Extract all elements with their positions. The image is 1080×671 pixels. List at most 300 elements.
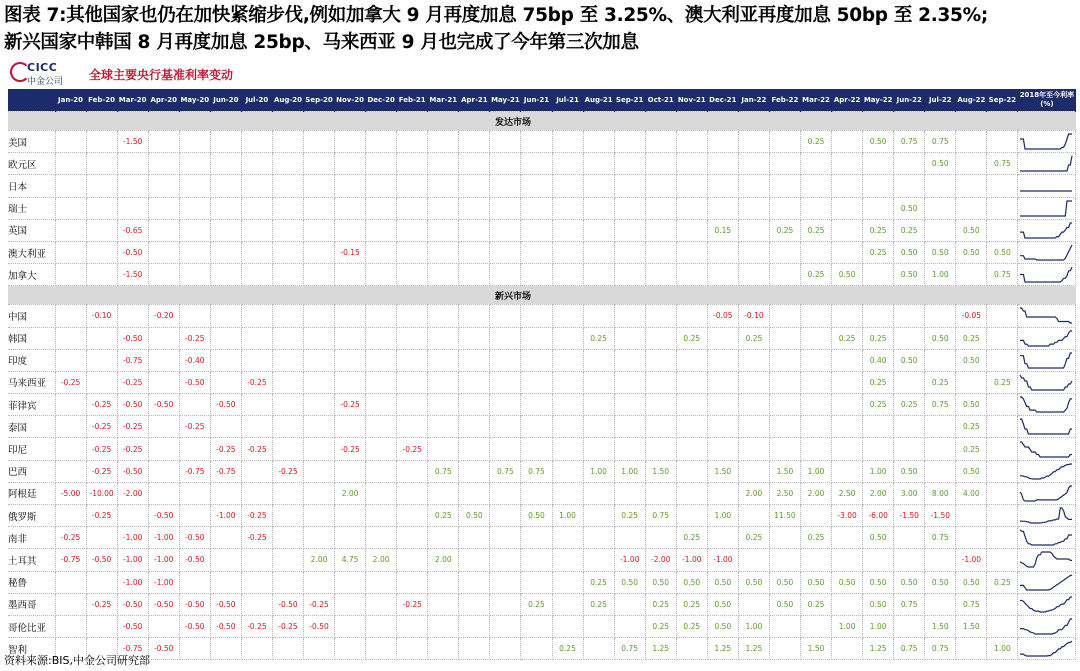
header-month: Jul-22 (925, 89, 956, 112)
rate-change-cell: -0.25 (304, 593, 335, 615)
empty-cell (614, 349, 645, 371)
empty-cell (521, 219, 552, 241)
empty-cell (179, 264, 210, 286)
empty-cell (366, 416, 397, 438)
empty-cell (210, 416, 241, 438)
rate-change-cell: 2.00 (366, 549, 397, 571)
empty-cell (832, 416, 863, 438)
empty-cell (428, 131, 459, 153)
empty-cell (86, 571, 117, 593)
empty-cell (335, 505, 366, 527)
empty-cell (304, 241, 335, 263)
table-row (8, 349, 1076, 371)
empty-cell (366, 305, 397, 327)
empty-cell (241, 460, 272, 482)
empty-cell (583, 175, 614, 197)
sparkline-cell (1018, 349, 1076, 371)
table-row (8, 153, 1076, 175)
empty-cell (335, 305, 366, 327)
empty-cell (366, 394, 397, 416)
rate-sparkline (1018, 595, 1074, 614)
rate-change-cell: 1.00 (583, 460, 614, 482)
empty-cell (801, 394, 832, 416)
empty-cell (925, 460, 956, 482)
rate-change-cell: -0.50 (148, 394, 179, 416)
empty-cell (521, 527, 552, 549)
empty-cell (86, 175, 117, 197)
empty-cell (210, 175, 241, 197)
empty-cell (428, 264, 459, 286)
empty-cell (241, 197, 272, 219)
empty-cell (738, 505, 769, 527)
empty-cell (272, 571, 303, 593)
header-month: Mar-22 (801, 89, 832, 112)
rate-change-cell: 0.25 (428, 505, 459, 527)
empty-cell (645, 264, 676, 286)
empty-cell (552, 482, 583, 504)
empty-cell (707, 264, 738, 286)
empty-cell (738, 349, 769, 371)
empty-cell (179, 394, 210, 416)
rate-change-cell: 0.50 (894, 349, 925, 371)
empty-cell (272, 349, 303, 371)
empty-cell (645, 482, 676, 504)
rate-change-cell: 1.50 (769, 460, 800, 482)
empty-cell (55, 615, 86, 637)
empty-cell (366, 264, 397, 286)
empty-cell (366, 131, 397, 153)
empty-cell (956, 505, 987, 527)
rate-change-cell: -0.10 (86, 305, 117, 327)
rate-change-cell: 4.00 (956, 482, 987, 504)
empty-cell (987, 197, 1018, 219)
empty-cell (583, 153, 614, 175)
empty-cell (304, 219, 335, 241)
empty-cell (428, 175, 459, 197)
rate-change-cell: -1.50 (117, 264, 148, 286)
empty-cell (397, 305, 428, 327)
sparkline-path (1020, 464, 1072, 479)
empty-cell (397, 241, 428, 263)
empty-cell (956, 264, 987, 286)
rate-change-cell: 0.50 (925, 327, 956, 349)
rate-change-cell: 2.50 (769, 482, 800, 504)
rate-change-cell: 0.50 (956, 571, 987, 593)
empty-cell (583, 416, 614, 438)
empty-cell (832, 219, 863, 241)
rate-change-cell: -0.20 (148, 305, 179, 327)
table-row (8, 327, 1076, 349)
rate-change-cell: -0.75 (117, 349, 148, 371)
rate-change-cell: 0.25 (614, 505, 645, 527)
empty-cell (490, 505, 521, 527)
rate-change-cell: -0.25 (335, 394, 366, 416)
rate-change-cell: 0.25 (676, 593, 707, 615)
rate-change-cell: -0.25 (179, 327, 210, 349)
empty-cell (366, 638, 397, 660)
empty-cell (738, 593, 769, 615)
empty-cell (210, 241, 241, 263)
empty-cell (272, 197, 303, 219)
empty-cell (552, 175, 583, 197)
empty-cell (241, 571, 272, 593)
rate-change-cell: 0.50 (894, 197, 925, 219)
sparkline-path (1020, 486, 1072, 501)
rate-change-cell: -0.05 (707, 305, 738, 327)
empty-cell (583, 371, 614, 393)
country-label: 秘鲁 (8, 571, 55, 593)
sparkline-cell (1018, 327, 1076, 349)
rate-change-cell: 1.50 (645, 460, 676, 482)
empty-cell (552, 241, 583, 263)
rate-change-cell: -0.50 (117, 241, 148, 263)
empty-cell (583, 615, 614, 637)
empty-cell (583, 219, 614, 241)
sparkline-cell (1018, 241, 1076, 263)
empty-cell (55, 197, 86, 219)
empty-cell (428, 416, 459, 438)
empty-cell (521, 175, 552, 197)
rate-change-cell: -1.50 (925, 505, 956, 527)
empty-cell (179, 153, 210, 175)
empty-cell (272, 394, 303, 416)
empty-cell (614, 197, 645, 219)
empty-cell (552, 131, 583, 153)
empty-cell (614, 416, 645, 438)
rate-change-cell: -0.50 (210, 394, 241, 416)
rate-change-cell: -1.00 (117, 549, 148, 571)
rate-change-cell: -3.00 (832, 505, 863, 527)
rate-change-cell: 0.50 (863, 131, 894, 153)
table-header-row (8, 89, 1076, 112)
rate-change-cell: -1.00 (210, 505, 241, 527)
rate-change-cell: -0.25 (179, 416, 210, 438)
rate-change-cell: -1.00 (148, 571, 179, 593)
country-label: 日本 (8, 175, 55, 197)
empty-cell (925, 416, 956, 438)
country-label: 澳大利亚 (8, 241, 55, 263)
empty-cell (148, 197, 179, 219)
sparkline-path (1020, 156, 1072, 171)
table-row (8, 460, 1076, 482)
empty-cell (552, 416, 583, 438)
sparkline-cell (1018, 264, 1076, 286)
empty-cell (769, 241, 800, 263)
empty-cell (583, 197, 614, 219)
rate-change-cell: -0.25 (86, 593, 117, 615)
rate-change-cell: -0.75 (55, 549, 86, 571)
empty-cell (148, 241, 179, 263)
empty-cell (676, 482, 707, 504)
country-label: 哥伦比亚 (8, 615, 55, 637)
empty-cell (801, 175, 832, 197)
rate-change-cell: 1.25 (863, 638, 894, 660)
empty-cell (769, 197, 800, 219)
empty-cell (769, 264, 800, 286)
empty-cell (676, 638, 707, 660)
empty-cell (521, 349, 552, 371)
empty-cell (304, 505, 335, 527)
logo-text: CICC (27, 61, 58, 74)
rate-change-cell: 1.00 (738, 615, 769, 637)
rate-change-cell: 0.25 (583, 571, 614, 593)
rate-sparkline (1018, 550, 1074, 569)
rate-change-cell: -0.10 (738, 305, 769, 327)
rate-change-cell: 0.25 (863, 241, 894, 263)
empty-cell (583, 527, 614, 549)
rate-change-cell: -1.00 (676, 549, 707, 571)
empty-cell (863, 264, 894, 286)
empty-cell (148, 219, 179, 241)
sparkline-path (1020, 597, 1072, 612)
empty-cell (490, 131, 521, 153)
rate-sparkline (1018, 417, 1074, 436)
rate-change-cell: 0.25 (801, 219, 832, 241)
country-label: 土耳其 (8, 549, 55, 571)
empty-cell (521, 371, 552, 393)
sparkline-cell (1018, 219, 1076, 241)
empty-cell (925, 349, 956, 371)
empty-cell (459, 638, 490, 660)
rate-change-cell: 1.00 (925, 264, 956, 286)
rate-change-table (8, 89, 1076, 660)
empty-cell (832, 131, 863, 153)
empty-cell (894, 438, 925, 460)
empty-cell (925, 305, 956, 327)
empty-cell (801, 327, 832, 349)
table-row (8, 219, 1076, 241)
empty-cell (366, 615, 397, 637)
table-row (8, 264, 1076, 286)
empty-cell (832, 349, 863, 371)
empty-cell (210, 527, 241, 549)
empty-cell (490, 571, 521, 593)
empty-cell (428, 482, 459, 504)
empty-cell (676, 131, 707, 153)
header-month: Feb-22 (769, 89, 800, 112)
empty-cell (304, 197, 335, 219)
title-line-1: 图表 7:其他国家也仍在加快紧缩步伐,例如加拿大 9 月再度加息 75bp 至 3.25%、澳大利亚再度加息 50bp 至 2.35%; (4, 5, 988, 26)
rate-change-cell: 0.50 (769, 593, 800, 615)
country-label: 阿根廷 (8, 482, 55, 504)
empty-cell (335, 371, 366, 393)
rate-change-cell: -0.50 (117, 460, 148, 482)
rate-change-cell: 0.50 (707, 593, 738, 615)
empty-cell (583, 264, 614, 286)
empty-cell (987, 327, 1018, 349)
rate-change-cell: 0.50 (707, 571, 738, 593)
empty-cell (769, 175, 800, 197)
rate-change-cell: -0.50 (179, 527, 210, 549)
empty-cell (397, 615, 428, 637)
empty-cell (272, 305, 303, 327)
empty-cell (521, 549, 552, 571)
empty-cell (366, 571, 397, 593)
table-row (8, 131, 1076, 153)
empty-cell (614, 219, 645, 241)
chart-header (8, 61, 1076, 87)
empty-cell (428, 241, 459, 263)
empty-cell (490, 482, 521, 504)
empty-cell (552, 460, 583, 482)
country-label: 马来西亚 (8, 371, 55, 393)
rate-change-cell: -0.50 (210, 615, 241, 637)
header-month: May-20 (179, 89, 210, 112)
empty-cell (335, 460, 366, 482)
empty-cell (614, 527, 645, 549)
empty-cell (707, 416, 738, 438)
table-row (8, 549, 1076, 571)
sparkline-cell (1018, 549, 1076, 571)
empty-cell (863, 153, 894, 175)
empty-cell (552, 527, 583, 549)
empty-cell (552, 197, 583, 219)
rate-change-cell: 2.50 (832, 482, 863, 504)
empty-cell (832, 549, 863, 571)
rate-change-cell: 0.25 (769, 219, 800, 241)
empty-cell (738, 219, 769, 241)
empty-cell (148, 615, 179, 637)
sparkline-path (1020, 442, 1072, 457)
empty-cell (272, 131, 303, 153)
empty-cell (397, 482, 428, 504)
empty-cell (55, 438, 86, 460)
table-row (8, 394, 1076, 416)
empty-cell (179, 197, 210, 219)
header-month: Oct-21 (645, 89, 676, 112)
rate-change-cell: -0.25 (335, 438, 366, 460)
rate-change-cell: -0.25 (117, 416, 148, 438)
rate-change-cell: 11.50 (769, 505, 800, 527)
empty-cell (490, 241, 521, 263)
table-row (8, 371, 1076, 393)
rate-change-cell: 0.75 (490, 460, 521, 482)
empty-cell (210, 219, 241, 241)
empty-cell (335, 571, 366, 593)
empty-cell (552, 571, 583, 593)
rate-change-cell: 0.75 (956, 593, 987, 615)
empty-cell (366, 505, 397, 527)
sparkline-path (1020, 552, 1072, 567)
country-label: 俄罗斯 (8, 505, 55, 527)
empty-cell (86, 153, 117, 175)
empty-cell (428, 571, 459, 593)
empty-cell (55, 394, 86, 416)
empty-cell (801, 241, 832, 263)
empty-cell (241, 638, 272, 660)
empty-cell (894, 305, 925, 327)
rate-change-cell: 0.50 (769, 571, 800, 593)
rate-change-cell: 1.25 (645, 638, 676, 660)
rate-change-cell: -2.00 (645, 549, 676, 571)
rate-change-cell: 0.50 (956, 241, 987, 263)
empty-cell (272, 638, 303, 660)
rate-change-cell: 1.00 (863, 460, 894, 482)
empty-cell (55, 349, 86, 371)
empty-cell (676, 241, 707, 263)
empty-cell (552, 349, 583, 371)
empty-cell (397, 219, 428, 241)
header-month: Jun-22 (894, 89, 925, 112)
empty-cell (552, 394, 583, 416)
empty-cell (521, 416, 552, 438)
rate-change-cell: -10.00 (86, 482, 117, 504)
rate-change-cell: -0.25 (86, 505, 117, 527)
sparkline-cell (1018, 416, 1076, 438)
rate-sparkline (1018, 440, 1074, 459)
empty-cell (614, 371, 645, 393)
rate-change-cell: 0.50 (894, 460, 925, 482)
rate-change-cell: -0.25 (86, 416, 117, 438)
empty-cell (241, 175, 272, 197)
empty-cell (272, 371, 303, 393)
empty-cell (645, 527, 676, 549)
header-month: Jan-22 (738, 89, 769, 112)
section-row (8, 286, 1076, 305)
empty-cell (304, 349, 335, 371)
empty-cell (241, 482, 272, 504)
rate-change-cell: -0.50 (179, 371, 210, 393)
empty-cell (956, 197, 987, 219)
country-label: 瑞士 (8, 197, 55, 219)
empty-cell (428, 197, 459, 219)
table-row (8, 638, 1076, 660)
empty-cell (304, 131, 335, 153)
empty-cell (148, 153, 179, 175)
empty-cell (490, 394, 521, 416)
sparkline-path (1020, 375, 1072, 390)
empty-cell (428, 593, 459, 615)
empty-cell (210, 305, 241, 327)
empty-cell (707, 527, 738, 549)
sparkline-cell (1018, 615, 1076, 637)
empty-cell (894, 549, 925, 571)
empty-cell (832, 438, 863, 460)
empty-cell (335, 615, 366, 637)
header-month: Aug-20 (272, 89, 303, 112)
empty-cell (490, 438, 521, 460)
empty-cell (769, 394, 800, 416)
empty-cell (738, 131, 769, 153)
empty-cell (738, 416, 769, 438)
empty-cell (148, 349, 179, 371)
empty-cell (179, 175, 210, 197)
rate-change-cell: 8.00 (925, 482, 956, 504)
empty-cell (459, 153, 490, 175)
empty-cell (304, 571, 335, 593)
empty-cell (707, 241, 738, 263)
empty-cell (645, 327, 676, 349)
sparkline-path (1020, 134, 1072, 149)
empty-cell (521, 131, 552, 153)
empty-cell (987, 615, 1018, 637)
rate-change-cell: 0.25 (832, 327, 863, 349)
empty-cell (179, 305, 210, 327)
empty-cell (459, 438, 490, 460)
empty-cell (459, 416, 490, 438)
rate-change-cell: -1.00 (148, 549, 179, 571)
empty-cell (55, 264, 86, 286)
header-month: Dec-21 (707, 89, 738, 112)
rate-change-cell: 0.25 (863, 327, 894, 349)
empty-cell (956, 153, 987, 175)
rate-sparkline (1018, 528, 1074, 547)
country-label: 智利 (8, 638, 55, 660)
empty-cell (272, 416, 303, 438)
empty-cell (335, 638, 366, 660)
empty-cell (428, 438, 459, 460)
country-label: 加拿大 (8, 264, 55, 286)
